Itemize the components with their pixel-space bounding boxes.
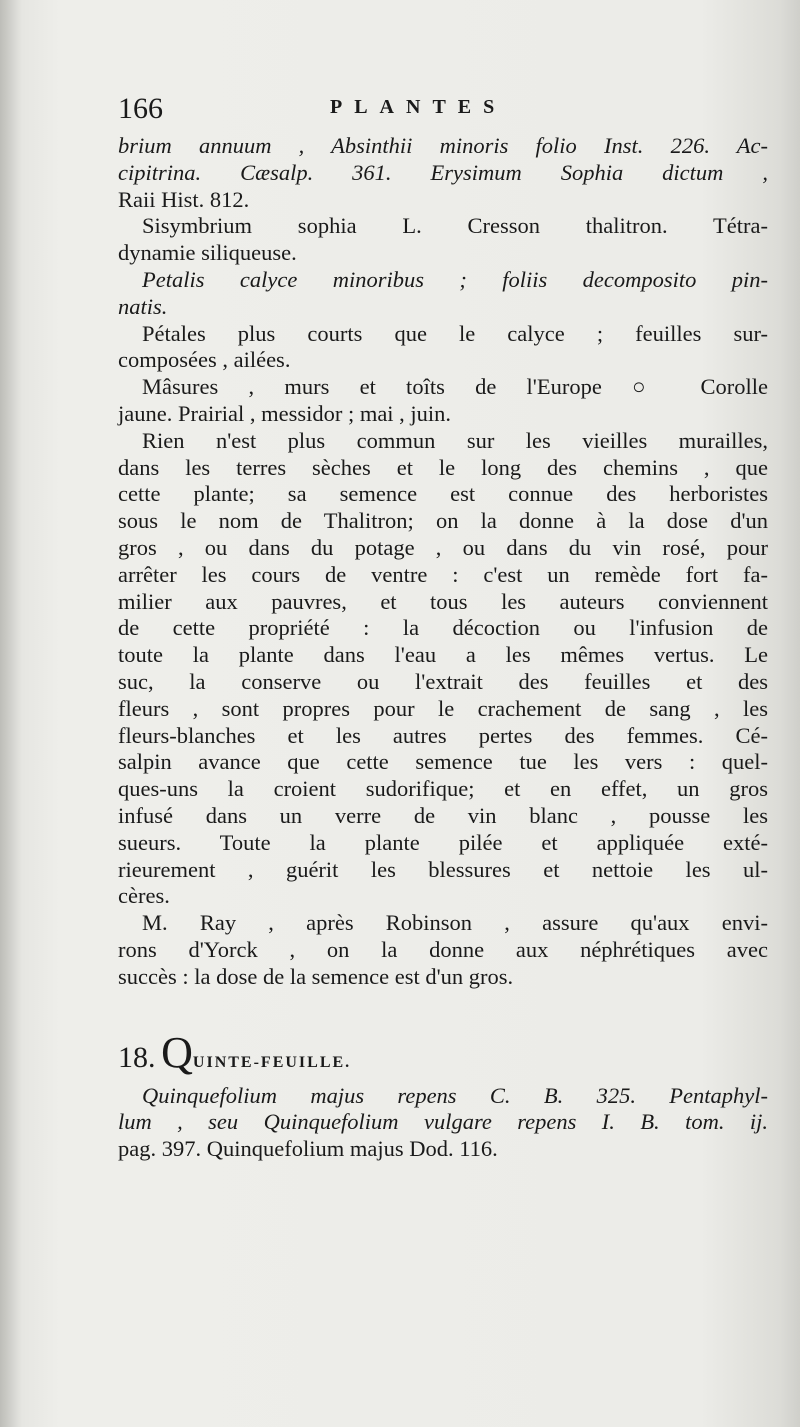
text-line: cipitrina. Cæsalp. 361. Erysimum Sophia dictum , [118,159,768,185]
text-line: sueurs. Toute la plante pilée et appliquée exté- [118,829,768,855]
text-line: de cette propriété : la décoction ou l'infusion de [118,615,768,641]
text-line: dans les terres sèches et le long des chemins , que [118,454,768,480]
text-line: toute la plante dans l'eau a les mêmes vertus. Le [118,642,768,668]
text-line: Raii Hist. 812. [118,186,250,212]
text-line: succès : la dose de la semence est d'un gros. [118,963,514,989]
text-line: fleurs-blanches et les autres pertes des femmes. Cé- [118,722,768,748]
text-line: arrêter les cours de ventre : c'est un remède fort fa- [118,561,768,587]
text-line: suc, la conserve ou l'extrait des feuilles et des [118,668,768,694]
section-heading [118,1027,768,1083]
text-line: milier aux pauvres, et tous les auteurs conviennent [118,588,768,614]
text-line: composées , ailées. [118,347,291,373]
text-line: sous le nom de Thalitron; on la donne à la dose d'un [118,508,768,534]
text-line: Rien n'est plus commun sur les vieilles murailles, [142,427,768,453]
text-line: cette plante; sa semence est connue des herboristes [118,481,768,507]
text-line: ques-uns la croient sudorifique; et en effet, un gros [118,776,768,802]
section-number: 18. [118,1040,156,1074]
text-line: dynamie siliqueuse. [118,240,297,266]
section-initial: Q [161,1027,193,1077]
text-line: rieurement , guérit les blessures et nettoie les ul- [118,856,768,882]
text-line: Pétales plus courts que le calyce ; feuilles sur- [142,320,768,346]
text-line: Petalis calyce minoribus ; foliis decomposito pin- [142,266,768,292]
text-line: Mâsures , murs et toîts de l'Europe ○ Corolle [142,374,768,400]
running-head: PLANTES [330,96,507,118]
text-line: M. Ray , après Robinson , assure qu'aux envi- [142,910,768,936]
text-line: gros , ou dans du potage , ou dans du vin rosé, pour [118,534,768,560]
body-text [118,133,768,1163]
text-line: rons d'Yorck , on la donne aux néphrétiques avec [118,936,768,962]
text-line: lum , seu Quinquefolium vulgare repens I. B. tom. ij. [118,1109,768,1135]
section-gap [118,991,768,1031]
text-line: cères. [118,883,170,909]
page-number: 166 [118,92,163,125]
text-line: natis. [118,293,168,319]
section-title: UINTE-FEUILLE. [192,1053,352,1071]
text-line: Quinquefolium majus repens C. B. 325. Pentaphyl- [142,1082,768,1108]
text-line: infusé dans un verre de vin blanc , pousse les [118,802,768,828]
text-line: pag. 397. Quinquefolium majus Dod. 116. [118,1136,498,1162]
text-line: fleurs , sont propres pour le crachement de sang , les [118,695,768,721]
text-line: jaune. Prairial , messidor ; mai , juin. [118,400,452,426]
text-line: Sisymbrium sophia L. Cresson thalitron. Tétra- [142,213,768,239]
text-line: salpin avance que cette semence tue les vers : quel- [118,749,768,775]
text-line: brium annuum , Absinthii minoris folio Inst. 226. Ac- [118,133,768,158]
page-header [118,92,718,132]
